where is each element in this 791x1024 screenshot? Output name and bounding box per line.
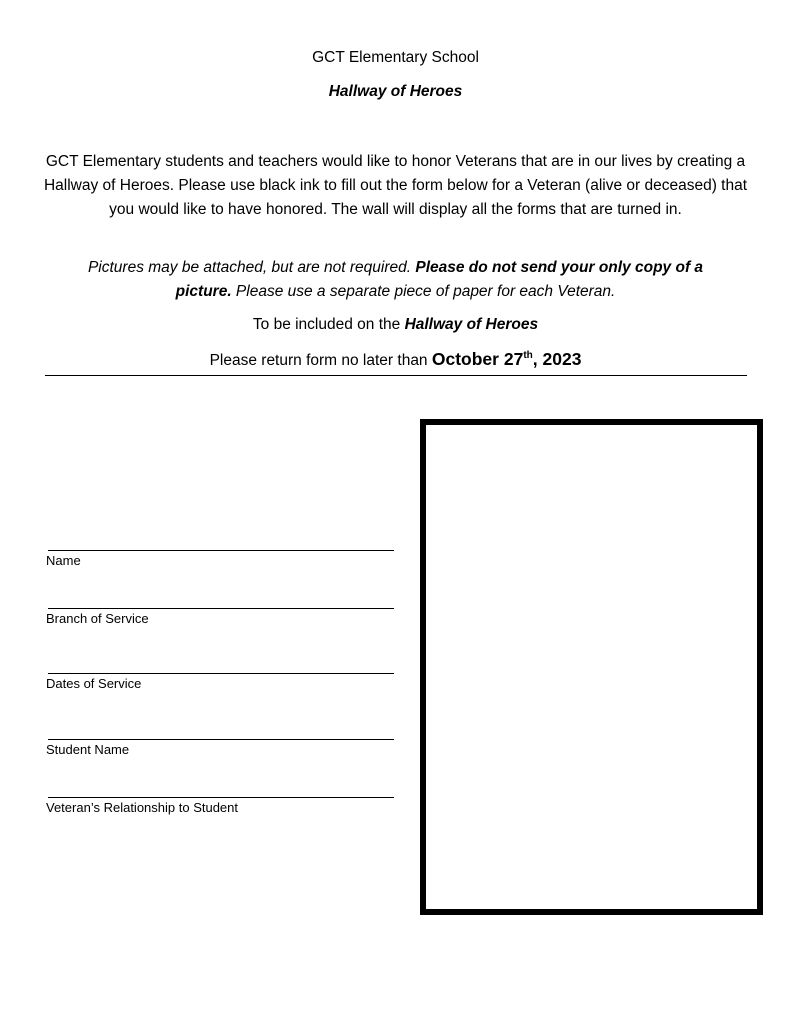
name-field-label: Name <box>46 553 81 568</box>
relationship-field-label: Veteran’s Relationship to Student <box>46 800 239 815</box>
branch-of-service-field-line[interactable] <box>48 608 394 609</box>
student-name-field-line[interactable] <box>48 739 394 740</box>
picture-note-text: Pictures may be attached, but are not required. <box>87 259 416 276</box>
deadline-line <box>0 349 791 371</box>
photo-frame <box>420 419 763 915</box>
picture-note-warning: Please do not send your only copy of a picture. <box>175 259 704 300</box>
included-prefix: To be included on the <box>252 316 405 333</box>
dates-of-service-field-line[interactable] <box>48 673 394 674</box>
form-title: Hallway of Heroes <box>328 83 463 100</box>
student-name-field-label: Student Name <box>46 742 130 757</box>
deadline-date <box>432 349 582 369</box>
deadline-prefix: Please return form no later than <box>209 352 432 369</box>
intro-paragraph: GCT Elementary students and teachers would like to honor Veterans that are in our lives by creating a Hallway of Heroes. Please use black ink to fill out the form below for a Veteran (alive or deceased) that you would like to have honored. The wall will display all the forms that are turned in. <box>43 153 748 218</box>
deadline-ordinal-suffix: th <box>523 350 533 362</box>
included-line <box>0 315 791 335</box>
picture-note <box>60 256 731 304</box>
included-title: Hallway of Heroes <box>404 316 539 333</box>
name-field-line[interactable] <box>48 550 394 551</box>
branch-of-service-field-label: Branch of Service <box>46 611 149 626</box>
deadline-month-day: October 27 <box>431 349 524 369</box>
dates-of-service-field-label: Dates of Service <box>46 676 142 691</box>
deadline-year: , 2023 <box>532 349 582 369</box>
school-name: GCT Elementary School <box>312 49 479 66</box>
relationship-field-line[interactable] <box>48 797 394 798</box>
picture-note-separate-paper: Please use a separate piece of paper for each Veteran. <box>231 283 616 300</box>
header-divider <box>45 375 747 376</box>
